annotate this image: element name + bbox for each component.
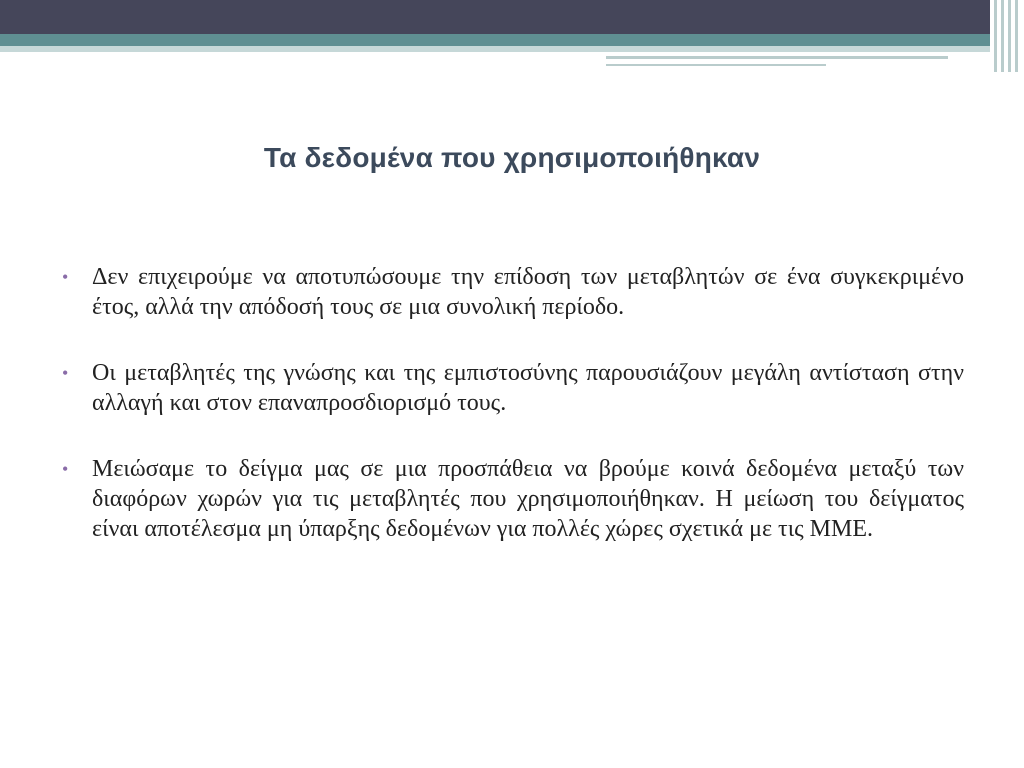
header-teal-band bbox=[0, 34, 1024, 46]
header-light-band bbox=[0, 46, 990, 52]
header-accent-line bbox=[606, 56, 948, 59]
list-item bbox=[62, 262, 964, 322]
list-item bbox=[62, 358, 964, 418]
bullet-icon: • bbox=[62, 267, 69, 287]
header-accent-line-short bbox=[606, 64, 826, 66]
bullet-icon: • bbox=[62, 459, 69, 479]
bullet-text: Μειώσαμε το δείγμα μας σε μια προσπάθεια να βρούμε κοινά δεδομένα μεταξύ των διαφόρων χωρών για τις μεταβλητές που χρησιμοποιήθηκαν. Η μείωση του δείγματος είναι αποτέλεσμα μη ύπαρξης δεδομένων για πολλές χώρες σχετικά με τις ΜΜΕ. bbox=[92, 456, 964, 542]
header-dark-band bbox=[0, 0, 1024, 34]
slide-title: Τα δεδομένα που χρησιμοποιήθηκαν bbox=[263, 142, 761, 173]
list-item bbox=[62, 454, 964, 544]
header-right-stripes bbox=[990, 0, 1024, 72]
bullet-text: Δεν επιχειρούμε να αποτυπώσουμε την επίδοση των μεταβλητών σε ένα συγκεκριμένο έτος, αλλά την απόδοσή τους σε μια συνολική περίοδο. bbox=[92, 264, 964, 320]
bullet-list bbox=[62, 262, 964, 580]
bullet-text: Οι μεταβλητές της γνώσης και της εμπιστοσύνης παρουσιάζουν μεγάλη αντίσταση στην αλλαγή και στον επαναπροσδιορισμό τους. bbox=[92, 360, 964, 416]
bullet-icon: • bbox=[62, 363, 69, 383]
